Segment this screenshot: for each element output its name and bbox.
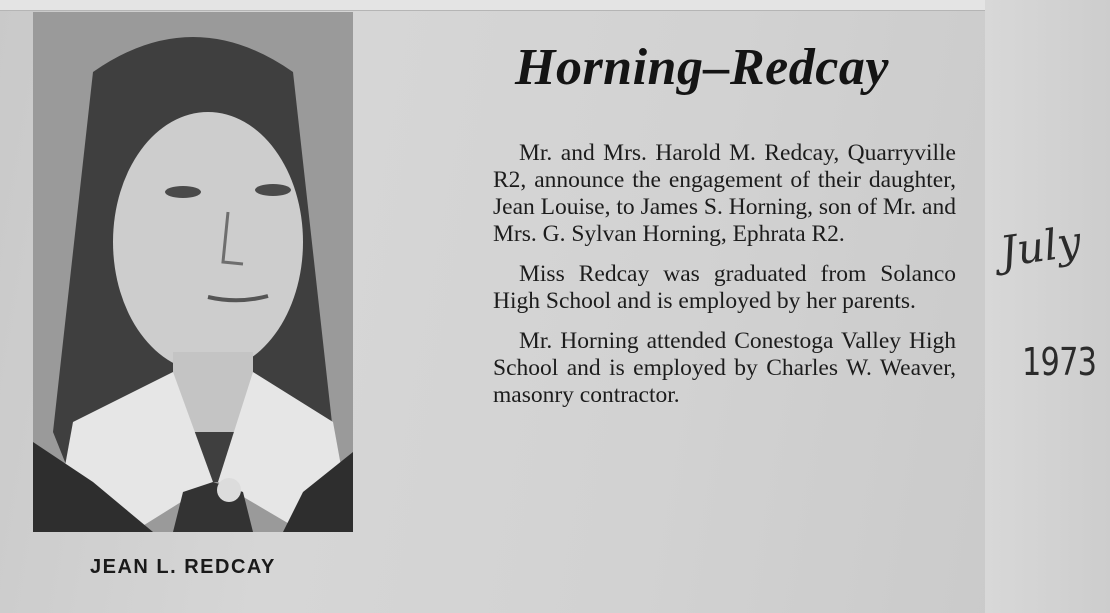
portrait-photo [33, 12, 353, 532]
article-body [493, 140, 956, 422]
article-paragraph: Miss Redcay was graduated from Solanco High School and is employed by her parents. [493, 261, 956, 314]
clipping-top-edge [0, 0, 1000, 11]
photo-caption: JEAN L. REDCAY [90, 556, 276, 578]
clipping-right-margin [985, 0, 1110, 613]
headline: Horning–Redcay [515, 39, 889, 96]
handwritten-month: July [996, 216, 1085, 277]
article-paragraph: Mr. Horning attended Conestoga Valley High School and is employed by Charles W. Weaver, masonry contractor. [493, 328, 956, 408]
article-paragraph: Mr. and Mrs. Harold M. Redcay, Quarryville R2, announce the engagement of their daughter, Jean Louise, to James S. Horning, son of Mr. and Mrs. G. Sylvan Horning, Ephrata R2. [493, 140, 956, 247]
handwritten-year: 1973 [1022, 340, 1097, 384]
